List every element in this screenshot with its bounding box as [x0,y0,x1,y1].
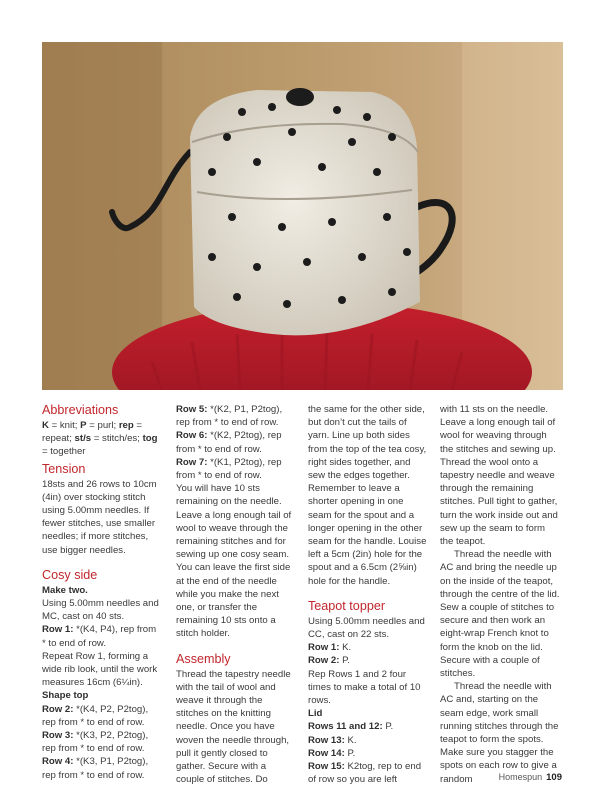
article-column-2 [176,403,296,786]
topper-cast-on-text: Using 5.00mm needles and CC, cast on 22 sts. [308,615,425,641]
abbr-def: = together [42,446,86,458]
lid-row-13 [308,734,428,747]
lid-row-14 [308,747,428,760]
row-1-instruction [42,623,162,649]
row-text: K2tog, rep to end of row so you are left [308,761,422,786]
tension-text: 18sts and 26 rows to 10cm (4in) over stocking stitch using 5.00mm needles. If fewer stitches, use smaller needles; if more stitches, use bigger needles. [42,478,157,556]
row-label: Row 5: [176,404,208,415]
row-text: *(K2, P1, P2tog), rep from * to end of row. [176,404,283,429]
finishing-paragraph-3: Thread the needle with AC and, starting on the seam edge, work small running stitches through the teapot to form the spots. Make sure you stagger the spots on each row to give a random [440,681,559,785]
topper-row-2 [308,654,428,667]
abbr-def: = repeat; [42,420,143,445]
assembly-text: Thread the tapestry needle with the tail of wool and weave it through the stitches on the knitting needle. Once you have woven the needle through, pull it gently closed to gather. Secure with a couple of stitches. Do [176,668,291,786]
row-text: *(K1, P2tog), rep from * to end of row. [176,456,282,482]
row-text: P. [344,747,356,759]
shape-top-text: Shape top [42,690,89,702]
row-text: P. [339,655,350,667]
topper-repeat-text: Rep Rows 1 and 2 four times to make a total of 10 rows. [308,668,421,707]
make-two-label [42,584,162,597]
row-6-instruction [176,429,296,455]
row-label: Row 2: [308,655,340,667]
row-text: K. [339,642,352,654]
row-text: K. [344,734,357,746]
magazine-name: Homespun [498,772,543,782]
cosy-cast-on-text: Using 5.00mm needles and MC, cast on 40 sts. [42,598,159,623]
finishing-paragraph-1: with 11 sts on the needle. Leave a long enough tail of wool for weaving through the stitches and sewing up. Thread the wool onto a tapestry needle and weave through the remaining stitches. Pull tight to gather, turn the work inside out and sew up the seam to form the teapot. [440,404,558,548]
row-label: Rows 11 and 12: [308,721,383,733]
cosy-side-heading: Cosy side [42,567,98,582]
abbreviations-heading: Abbreviations [42,403,119,417]
finishing-paragraph-2: Thread the needle with AC and bring the needle up on the inside of the teapot, through the centre of the lid. Sew a couple of stitches to secure and then work an eight-wrap French knot to form the knob on the lid. Secure with a couple of stitches. [440,549,560,680]
abbr-term: rep [118,420,134,431]
abbr-term: K [42,420,49,431]
teapot-cosy-photo [42,42,563,390]
article-column-3 [308,403,428,786]
shape-top-label [42,689,162,702]
article-column-1 [42,403,162,782]
lid-rows-11-12 [308,720,428,733]
abbr-term: st/s [74,433,92,445]
abbreviations-list [42,419,162,459]
abbr-def: = knit; [48,420,81,431]
page-footer [499,772,562,783]
topper-row-1 [308,641,428,654]
row-text: *(K4, P2, P2tog), rep from * to end of row. [42,703,149,728]
make-two-text: Make two. [42,584,88,596]
row-label: Row 7: [176,456,208,468]
row-text: *(K3, P2, P2tog), rep from * to end of row. [42,730,149,755]
row-label: Row 4: [42,756,74,768]
remaining-stitches-text: You will have 10 sts remaining on the needle. Leave a long enough tail of wool to weave through the remaining stitches and for sewing up one cosy seam. You can leave the first side at the end of the needle while you make the next one, or transfer the remaining 10 sts onto a stitch holder. [176,483,292,640]
row-text: *(K3, P1, P2tog), rep from * to end of row. [42,756,149,781]
row-2-instruction [42,703,162,729]
teapot-topper-heading: Teapot topper [308,598,386,613]
assembly-heading: Assembly [176,651,231,666]
row-text: P. [382,721,394,733]
row-7-instruction [176,456,296,482]
page-number: 109 [546,772,562,783]
row-text: *(K4, P4), rep from * to end of row. [42,624,157,649]
row-3-instruction [42,729,162,755]
teapot-cosy-illustration [42,42,563,390]
tension-heading: Tension [42,461,86,476]
abbr-def: = purl; [86,420,119,431]
lid-row-15 [308,760,428,786]
row-label: Row 6: [176,430,208,442]
row-4-instruction [42,755,162,781]
row-label: Row 2: [42,703,74,715]
repeat-instruction: Repeat Row 1, forming a wide rib look, until the work measures 16cm (6¼in). [42,650,158,689]
abbr-def: = stitch/es; [91,433,143,445]
abbr-term: P [80,420,87,431]
row-label: Row 14: [308,747,345,759]
row-label: Row 15: [308,761,345,773]
article-column-4 [440,403,560,786]
lid-label [308,707,428,720]
row-5-instruction [176,403,296,429]
lid-text: Lid [308,708,323,720]
row-text: *(K2, P2tog), rep from * to end of row. [176,430,282,455]
abbr-term: tog [142,433,158,445]
row-label: Row 13: [308,734,345,746]
row-label: Row 1: [308,642,340,654]
row-label: Row 1: [42,624,74,636]
row-label: Row 3: [42,730,74,742]
seam-text: the same for the other side, but don’t cut the tails of yarn. Line up both sides from the top of the tea cosy, right sides together, and sew the edges together. Remember to leave a shorter opening in one seam for the spout and a longer opening in the other seam for the handle. Louise left a 5cm (2in) hole for the spout and a 6.5cm (2⅝in) hole for the handle. [308,404,427,587]
